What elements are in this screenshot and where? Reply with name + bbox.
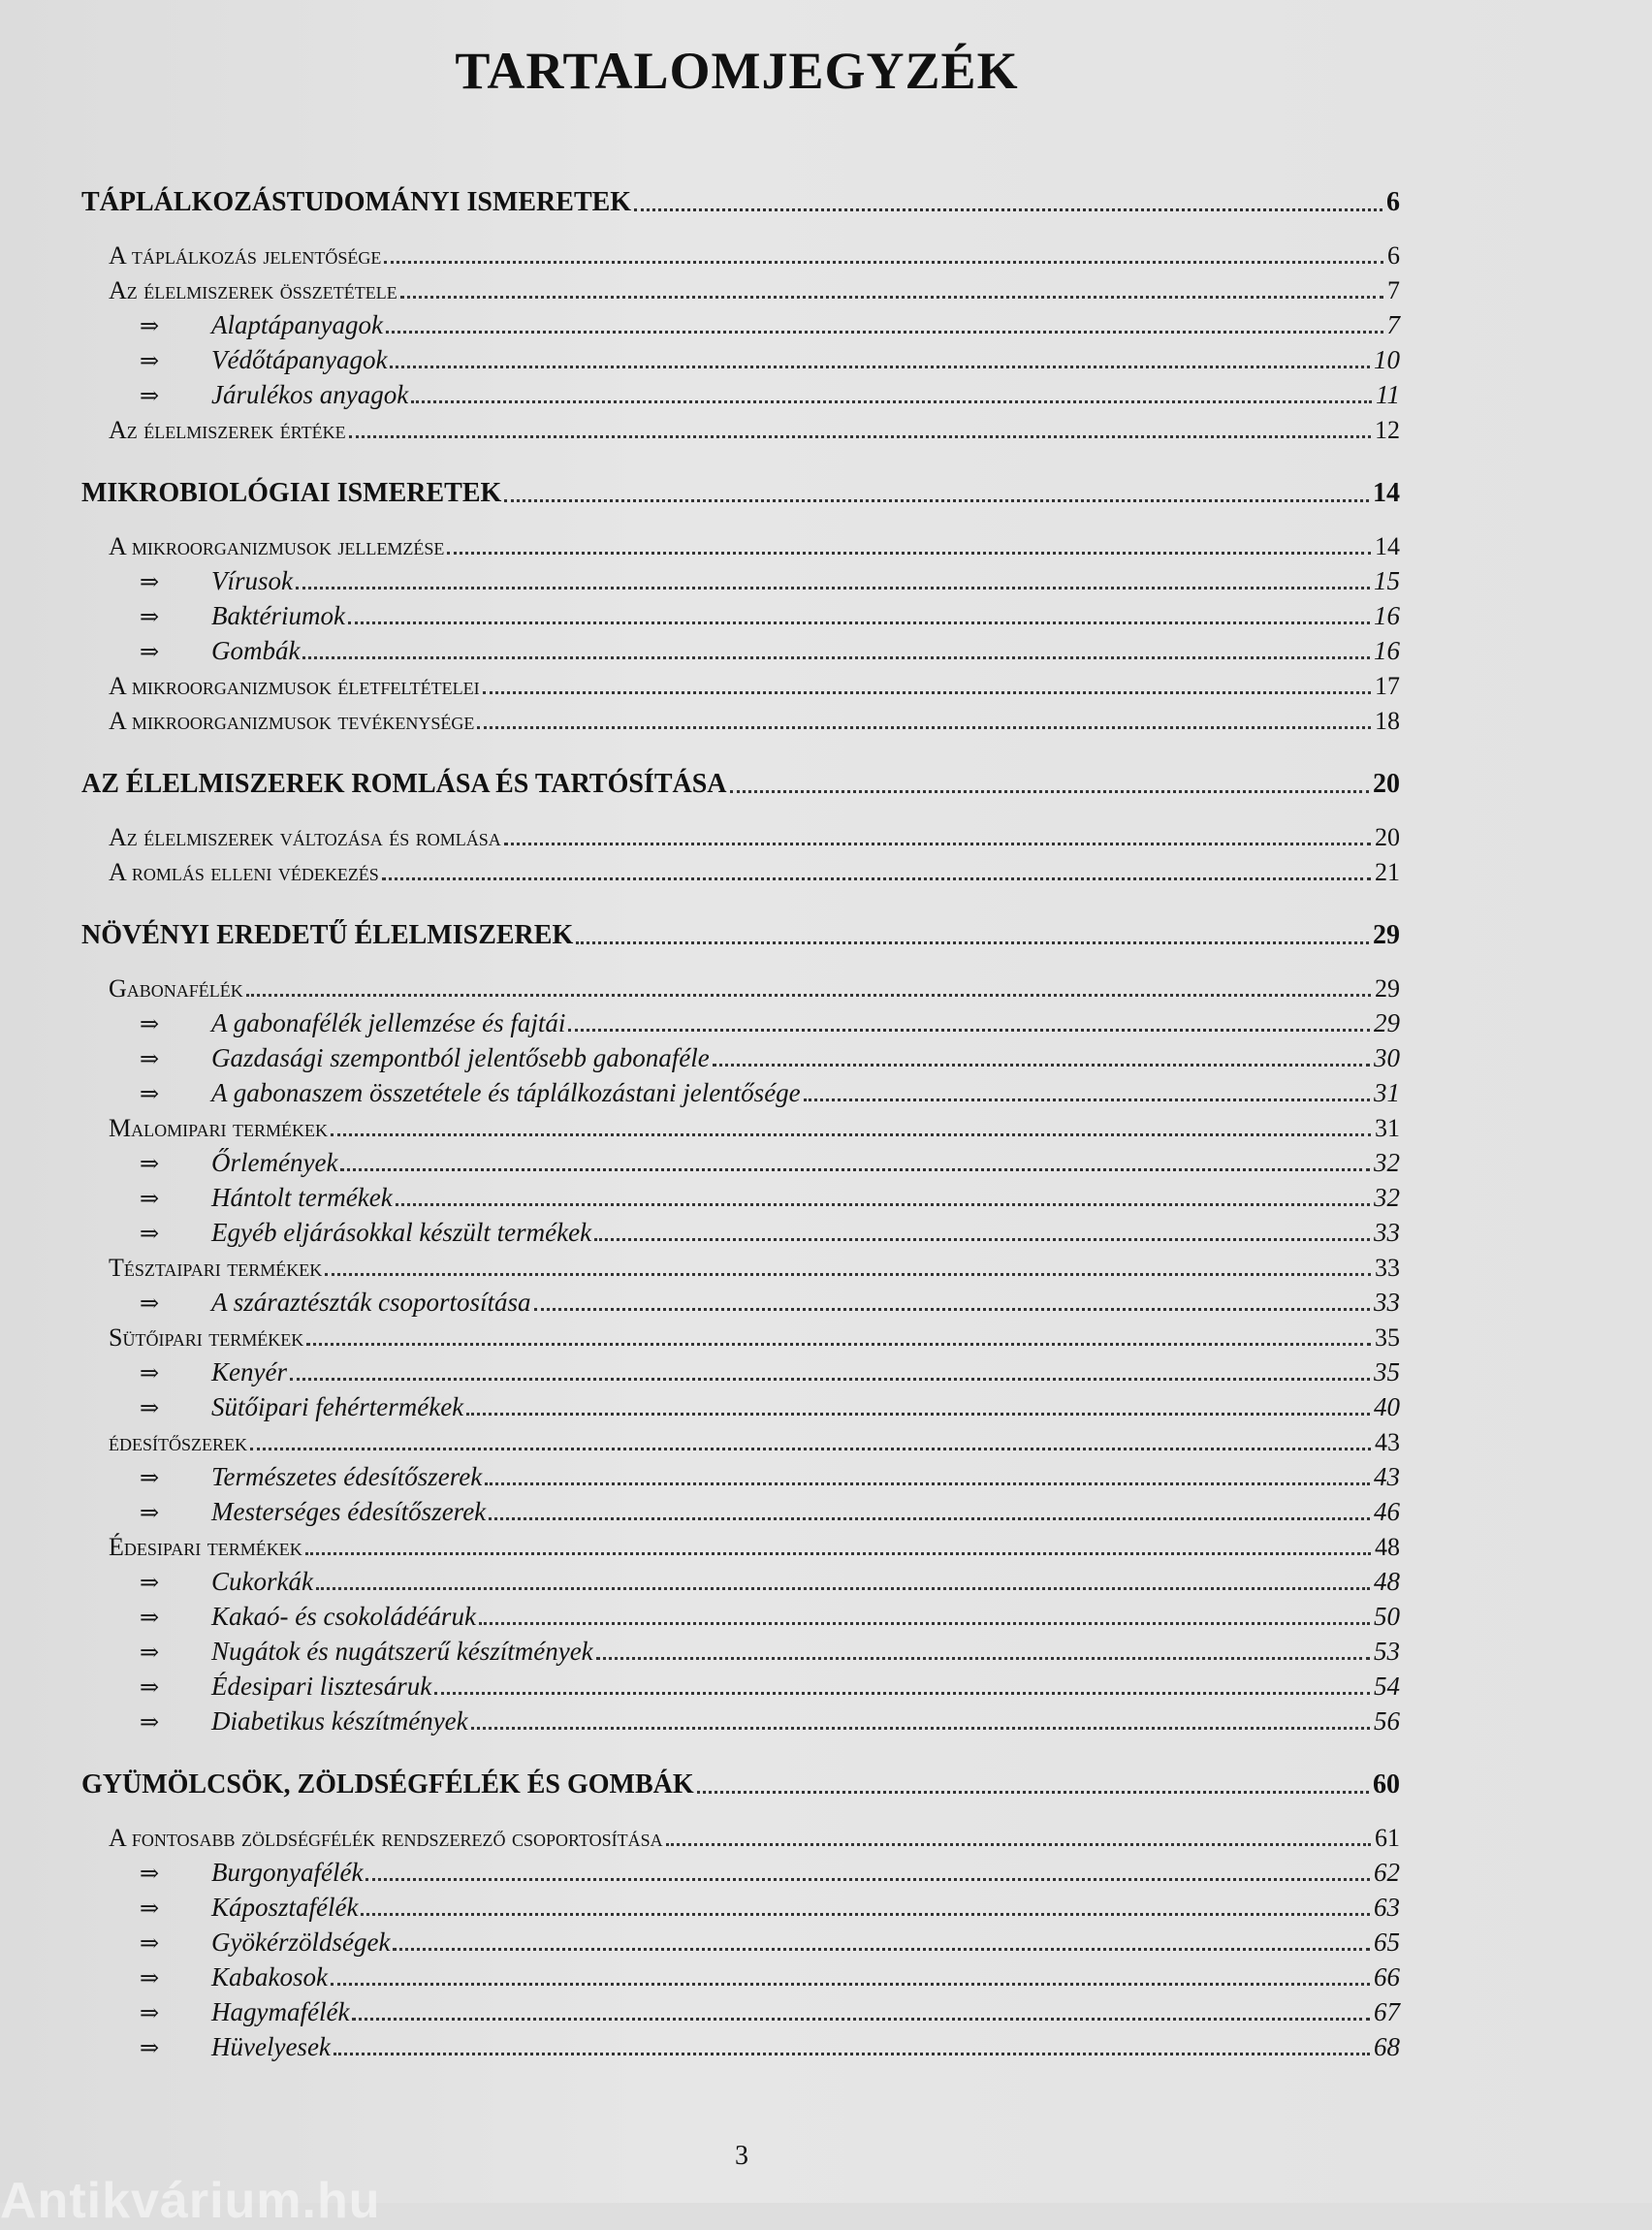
toc-entry (81, 852, 1400, 887)
arrow-icon: ⇒ (140, 1466, 160, 1491)
arrow-icon: ⇒ (140, 1675, 160, 1701)
dot-leader (340, 1168, 1370, 1171)
toc-subentry (81, 1667, 1400, 1702)
dot-leader (504, 843, 1371, 845)
toc-subentry (81, 375, 1400, 410)
toc-subentry (81, 1923, 1400, 1958)
dot-leader (400, 296, 1383, 299)
dot-leader (382, 877, 1371, 880)
toc-entry (81, 1248, 1400, 1283)
section-page: 60 (1373, 1769, 1400, 1800)
entry-title: Nugátok és nugátszerű készítmények (211, 1637, 593, 1666)
arrow-icon: ⇒ (140, 2001, 160, 2026)
dot-leader (479, 1622, 1370, 1625)
entry-page: 20 (1375, 823, 1400, 851)
entry-page: 12 (1375, 416, 1400, 444)
toc-entry (81, 271, 1400, 305)
section-page: 29 (1373, 920, 1400, 950)
arrow-icon: ⇒ (140, 1222, 160, 1247)
toc-subentry (81, 631, 1400, 666)
entry-title: Burgonyafélék (211, 1858, 364, 1887)
dot-leader (411, 400, 1372, 403)
arrow-icon: ⇒ (140, 384, 160, 409)
entry-page: 35 (1375, 1323, 1400, 1352)
entry-title: Gabonafélék (109, 974, 243, 1003)
entry-page: 6 (1387, 241, 1400, 270)
entry-page: 61 (1375, 1824, 1400, 1852)
toc-subentry (81, 1632, 1400, 1667)
dot-leader (489, 1517, 1370, 1520)
dot-leader (384, 261, 1383, 264)
dot-leader (634, 208, 1382, 211)
entry-title: Egyéb eljárásokkal készült termékek (211, 1218, 592, 1247)
arrow-icon: ⇒ (140, 314, 160, 339)
entry-title: A gabonaszem összetétele és táplálkozástani jelentősége (211, 1078, 801, 1107)
dot-leader (730, 790, 1369, 793)
dot-leader (250, 1448, 1371, 1450)
entry-page: 32 (1374, 1148, 1400, 1177)
dot-leader (434, 1692, 1370, 1695)
toc-subentry (81, 1492, 1400, 1527)
toc-subentry (81, 561, 1400, 596)
arrow-icon: ⇒ (140, 2036, 160, 2061)
toc-subentry (81, 1992, 1400, 2027)
toc-entry (81, 1818, 1400, 1853)
toc-subentry (81, 596, 1400, 631)
dot-leader (361, 1913, 1370, 1916)
dot-leader (483, 691, 1371, 694)
toc-entry (81, 817, 1400, 852)
dot-leader (568, 1029, 1370, 1032)
toc-subentry (81, 1178, 1400, 1213)
entry-page: 35 (1374, 1357, 1400, 1386)
dot-leader (447, 552, 1371, 555)
toc-subentry (81, 1457, 1400, 1492)
toc-subentry (81, 1597, 1400, 1632)
toc-entry (81, 410, 1400, 445)
toc-subentry (81, 1888, 1400, 1923)
toc-section-heading (81, 916, 1400, 951)
entry-page: 54 (1374, 1672, 1400, 1701)
entry-title: A mikroorganizmusok jellemzése (109, 532, 445, 560)
toc-section-heading (81, 1766, 1400, 1800)
toc-subentry (81, 1038, 1400, 1073)
entry-title: A mikroorganizmusok tevékenysége (109, 707, 475, 735)
arrow-icon: ⇒ (140, 1396, 160, 1421)
entry-page: 43 (1374, 1462, 1400, 1491)
dot-leader (697, 1791, 1369, 1794)
arrow-icon: ⇒ (140, 1931, 160, 1957)
entry-page: 14 (1375, 532, 1400, 560)
entry-title: Vírusok (211, 566, 293, 595)
toc-entry (81, 666, 1400, 701)
arrow-icon: ⇒ (140, 1966, 160, 1991)
toc-subentry (81, 1702, 1400, 1736)
entry-page: 33 (1374, 1218, 1400, 1247)
toc-subentry (81, 1213, 1400, 1248)
entry-page: 11 (1376, 380, 1400, 409)
entry-title: Tésztaipari termékek (109, 1254, 323, 1282)
page-number: 3 (735, 2141, 748, 2171)
toc-subentry (81, 1283, 1400, 1318)
dot-leader (302, 656, 1370, 659)
entry-title: Járulékos anyagok (211, 380, 409, 409)
toc-subentry (81, 1353, 1400, 1387)
entry-page: 46 (1374, 1497, 1400, 1526)
entry-title: Természetes édesítőszerek (211, 1462, 483, 1491)
table-of-contents (81, 183, 1400, 2062)
entry-page: 67 (1374, 1997, 1400, 2026)
dot-leader (365, 1878, 1370, 1881)
toc-section-heading (81, 474, 1400, 509)
dot-leader (296, 587, 1370, 589)
toc-subentry (81, 340, 1400, 375)
toc-section-heading (81, 183, 1400, 218)
dot-leader (246, 994, 1371, 997)
entry-title: A táplálkozás jelentősége (109, 241, 382, 270)
dot-leader (594, 1238, 1370, 1241)
dot-leader (306, 1343, 1371, 1346)
toc-entry (81, 1422, 1400, 1457)
entry-title: Gombák (211, 636, 301, 665)
toc-entry (81, 1527, 1400, 1562)
page-title: TARTALOMJEGYZÉK (455, 42, 1019, 100)
entry-title: Kabakosok (211, 1962, 328, 1991)
section-title: GYÜMÖLCSÖK, ZÖLDSÉGFÉLÉK ÉS GOMBÁK (81, 1769, 694, 1800)
toc-entry (81, 526, 1400, 561)
entry-page: 7 (1386, 310, 1400, 339)
dot-leader (713, 1064, 1370, 1067)
section-title: TÁPLÁLKOZÁSTUDOMÁNYI ISMERETEK (81, 187, 632, 217)
arrow-icon: ⇒ (140, 1152, 160, 1177)
toc-entry (81, 969, 1400, 1004)
entry-page: 65 (1374, 1927, 1400, 1957)
dot-leader (466, 1413, 1370, 1416)
toc-subentry (81, 305, 1400, 340)
toc-subentry (81, 1004, 1400, 1038)
toc-subentry (81, 1958, 1400, 1992)
entry-page: 16 (1374, 601, 1400, 630)
entry-title: Kenyér (211, 1357, 287, 1386)
entry-page: 50 (1374, 1602, 1400, 1631)
arrow-icon: ⇒ (140, 1187, 160, 1212)
entry-title: Hagymafélék (211, 1997, 350, 2026)
entry-title: Mesterséges édesítőszerek (211, 1497, 487, 1526)
section-page: 6 (1386, 187, 1400, 217)
dot-leader (390, 366, 1370, 368)
dot-leader (325, 1273, 1371, 1276)
dot-leader (305, 1552, 1371, 1555)
entry-page: 18 (1375, 707, 1400, 735)
entry-title: Diabetikus készítmények (211, 1706, 468, 1736)
dot-leader (534, 1308, 1370, 1311)
entry-page: 56 (1374, 1706, 1400, 1736)
toc-subentry (81, 1853, 1400, 1888)
section-page: 20 (1373, 769, 1400, 799)
section-title: MIKROBIOLÓGIAI ISMERETEK (81, 478, 502, 508)
entry-title: A gabonafélék jellemzése és fajtái (211, 1008, 566, 1037)
entry-page: 43 (1375, 1428, 1400, 1456)
section-title: AZ ÉLELMISZEREK ROMLÁSA ÉS TARTÓSÍTÁSA (81, 769, 727, 799)
entry-title: A száraztészták csoportosítása (211, 1288, 531, 1317)
section-title: NÖVÉNYI EREDETŰ ÉLELMISZEREK (81, 920, 574, 950)
entry-title: A romlás elleni védekezés (109, 858, 379, 886)
entry-page: 31 (1374, 1078, 1400, 1107)
arrow-icon: ⇒ (140, 1571, 160, 1596)
toc-entry (81, 701, 1400, 736)
dot-leader (331, 1983, 1370, 1986)
dot-leader (334, 2053, 1370, 2055)
entry-title: Az élelmiszerek értéke (109, 416, 346, 444)
entry-page: 10 (1374, 345, 1400, 374)
arrow-icon: ⇒ (140, 1082, 160, 1107)
entry-page: 33 (1375, 1254, 1400, 1282)
dot-leader (348, 621, 1370, 624)
dot-leader (396, 1203, 1370, 1206)
dot-leader (485, 1482, 1370, 1485)
dot-leader (596, 1657, 1370, 1660)
entry-title: Kakaó- és csokoládéáruk (211, 1602, 476, 1631)
dot-leader (352, 2018, 1370, 2021)
entry-page: 32 (1374, 1183, 1400, 1212)
entry-title: Az élelmiszerek változása és romlása (109, 823, 501, 851)
arrow-icon: ⇒ (140, 1012, 160, 1037)
entry-page: 29 (1374, 1008, 1400, 1037)
entry-title: Édesipari lisztesáruk (211, 1672, 432, 1701)
entry-page: 33 (1374, 1288, 1400, 1317)
dot-leader (576, 941, 1369, 944)
arrow-icon: ⇒ (140, 605, 160, 630)
dot-leader (504, 499, 1369, 502)
arrow-icon: ⇒ (140, 1710, 160, 1736)
entry-page: 17 (1375, 672, 1400, 700)
arrow-icon: ⇒ (140, 1047, 160, 1072)
entry-title: Édesipari termékek (109, 1533, 302, 1561)
entry-title: Alaptápanyagok (211, 310, 383, 339)
entry-page: 48 (1374, 1567, 1400, 1596)
arrow-icon: ⇒ (140, 1606, 160, 1631)
dot-leader (331, 1133, 1371, 1136)
entry-page: 68 (1374, 2032, 1400, 2061)
arrow-icon: ⇒ (140, 1896, 160, 1922)
entry-page: 62 (1374, 1858, 1400, 1887)
entry-page: 30 (1374, 1043, 1400, 1072)
entry-page: 29 (1375, 974, 1400, 1003)
entry-title: Az élelmiszerek összetétele (109, 276, 397, 304)
entry-title: A mikroorganizmusok életfeltételei (109, 672, 480, 700)
arrow-icon: ⇒ (140, 349, 160, 374)
dot-leader (290, 1378, 1370, 1381)
dot-leader (471, 1727, 1370, 1730)
entry-page: 66 (1374, 1962, 1400, 1991)
entry-title: Őrlemények (211, 1148, 338, 1177)
toc-subentry (81, 1562, 1400, 1597)
entry-title: Káposztafélék (211, 1893, 359, 1922)
arrow-icon: ⇒ (140, 1501, 160, 1526)
entry-page: 31 (1375, 1114, 1400, 1142)
arrow-icon: ⇒ (140, 1361, 160, 1386)
dot-leader (393, 1948, 1370, 1951)
arrow-icon: ⇒ (140, 570, 160, 595)
entry-title: édesítőszerek (109, 1428, 247, 1456)
entry-title: Hántolt termékek (211, 1183, 393, 1212)
entry-title: Védőtápanyagok (211, 345, 388, 374)
arrow-icon: ⇒ (140, 640, 160, 665)
dot-leader (477, 726, 1371, 729)
toc-subentry (81, 1387, 1400, 1422)
entry-title: Malomipari termékek (109, 1114, 328, 1142)
section-page: 14 (1373, 478, 1400, 508)
entry-page: 15 (1374, 566, 1400, 595)
dot-leader (349, 435, 1371, 438)
entry-title: Gazdasági szempontból jelentősebb gabonaféle (211, 1043, 710, 1072)
entry-title: Sütőipari termékek (109, 1323, 304, 1352)
entry-title: A fontosabb zöldségfélék rendszerező csoportosítása (109, 1824, 663, 1852)
watermark: Antikvárium.hu (0, 2173, 381, 2229)
entry-page: 40 (1374, 1392, 1400, 1421)
arrow-icon: ⇒ (140, 1862, 160, 1887)
entry-title: Baktériumok (211, 601, 345, 630)
entry-page: 48 (1375, 1533, 1400, 1561)
dot-leader (804, 1099, 1370, 1101)
entry-title: Hüvelyesek (211, 2032, 331, 2061)
dot-leader (666, 1843, 1371, 1846)
arrow-icon: ⇒ (140, 1291, 160, 1317)
toc-entry (81, 1318, 1400, 1353)
entry-page: 63 (1374, 1893, 1400, 1922)
entry-page: 21 (1375, 858, 1400, 886)
toc-subentry (81, 1143, 1400, 1178)
toc-section-heading (81, 765, 1400, 800)
dot-leader (386, 331, 1383, 334)
entry-title: Gyökérzöldségek (211, 1927, 391, 1957)
toc-subentry (81, 2027, 1400, 2062)
toc-entry (81, 1108, 1400, 1143)
entry-page: 16 (1374, 636, 1400, 665)
entry-title: Cukorkák (211, 1567, 313, 1596)
dot-leader (316, 1587, 1370, 1590)
toc-entry (81, 236, 1400, 271)
entry-page: 53 (1374, 1637, 1400, 1666)
toc-subentry (81, 1073, 1400, 1108)
entry-page: 7 (1387, 276, 1400, 304)
arrow-icon: ⇒ (140, 1641, 160, 1666)
entry-title: Sütőipari fehértermékek (211, 1392, 464, 1421)
